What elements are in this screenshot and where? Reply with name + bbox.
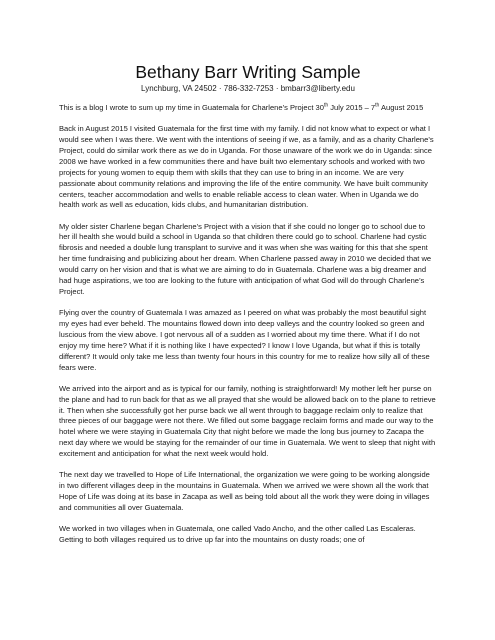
body-paragraph: We worked in two villages when in Guatemala, one called Vado Ancho, and the other called Las Escaleras. Getting to both villages required us to drive up far into the mountains on dusty roads; one of bbox=[59, 524, 416, 544]
intro-text-a: This is a blog I wrote to sum up my time in Guatemala for Charlene’s Project 30 bbox=[59, 103, 324, 112]
intro-superscript-b: th bbox=[375, 102, 380, 109]
intro-paragraph bbox=[59, 103, 437, 114]
document-title: Bethany Barr Writing Sample bbox=[135, 62, 361, 82]
body-paragraph: My older sister Charlene began Charlene’s Project with a vision that if she could no longer go to school due to her ill health she would build a school in Uganda so that children there could go to school. Charlene had cystic fibrosis and needed a double lung transplant to survive and it was when she was waiting for this that she spent her time fundraising and publicizing about her dream. When Charlene passed away in 2010 we decided that we would carry on her vision and that is what we are aiming to do in Guatemala. Charlene was a big dreamer and had huge aspirations, we too are looking to the future with anticipation of what God will do through Charlene’s Project. bbox=[59, 221, 432, 296]
contact-line: Lynchburg, VA 24502 · 786-332-7253 · bmbarr3@liberty.edu bbox=[141, 84, 355, 93]
intro-superscript-a: th bbox=[323, 102, 329, 109]
intro-text-b: July 2015 – 7 bbox=[328, 103, 376, 112]
intro-text-c: August 2015 bbox=[379, 103, 424, 112]
body-paragraph: We arrived into the airport and as is typical for our family, nothing is straightforward! My mother left her purse on the plane and had to run back for that as we all prayed that she would be allowed back on to the plane to retrieve it. Then when she successfully got her purse back we all went through to baggage reclaim only to realize that three pieces of our baggage were not there. We filled out some baggage reclaim forms and made our way to the hotel where we were staying in Guatemala City that night before we made the long bus journey to Zacapa the next day where we would be staying for the remainder of our time in Guatemala. We went to sleep that night with excitement and anticipation for what the next week would hold. bbox=[59, 383, 436, 459]
body-paragraph: Back in August 2015 I visited Guatemala for the first time with my family. I did not know what to expect or what I would see when I was there. We went with the intentions of seeing if we, as a family, and as a charity Charlene’s Project, could do similar work there as we do in Uganda. For those unaware of the work we do in Uganda: since 2008 we have worked in a few communities there and have built two elementary schools and worked with two projects for young women to equip them with skills that they can use to bring in an income. We are very passionate about community relations and improving the life of the entire community. We have built community centers, teacher accommodation and wells to enable reliable access to clean water. When in Uganda we do health work as well as education, kids clubs, and humanitarian distribution. bbox=[59, 124, 434, 210]
body-paragraph: The next day we travelled to Hope of Life International, the organization we were going to be working alongside in two different villages deep in the mountains in Guatemala. When we arrived we were shown all the work that Hope of Life was doing at its base in Zacapa as well as being told about all the work they were doing in villages and communities all over Guatemala. bbox=[59, 470, 430, 512]
body-paragraph: Flying over the country of Guatemala I was amazed as I peered on what was probably the most beautiful sight my eyes had ever beheld. The mountains flowed down into deep valleys and the country looked so green and luscious from the view above. I got nervous all of a sudden as I worried about my time there. What if I do not enjoy my time here? What if it is nothing like I have expected? I know I love Uganda, but what if this is totally different? It would only take me less than twenty four hours in this country for me to realize how silly all of these fears were. bbox=[59, 308, 430, 372]
